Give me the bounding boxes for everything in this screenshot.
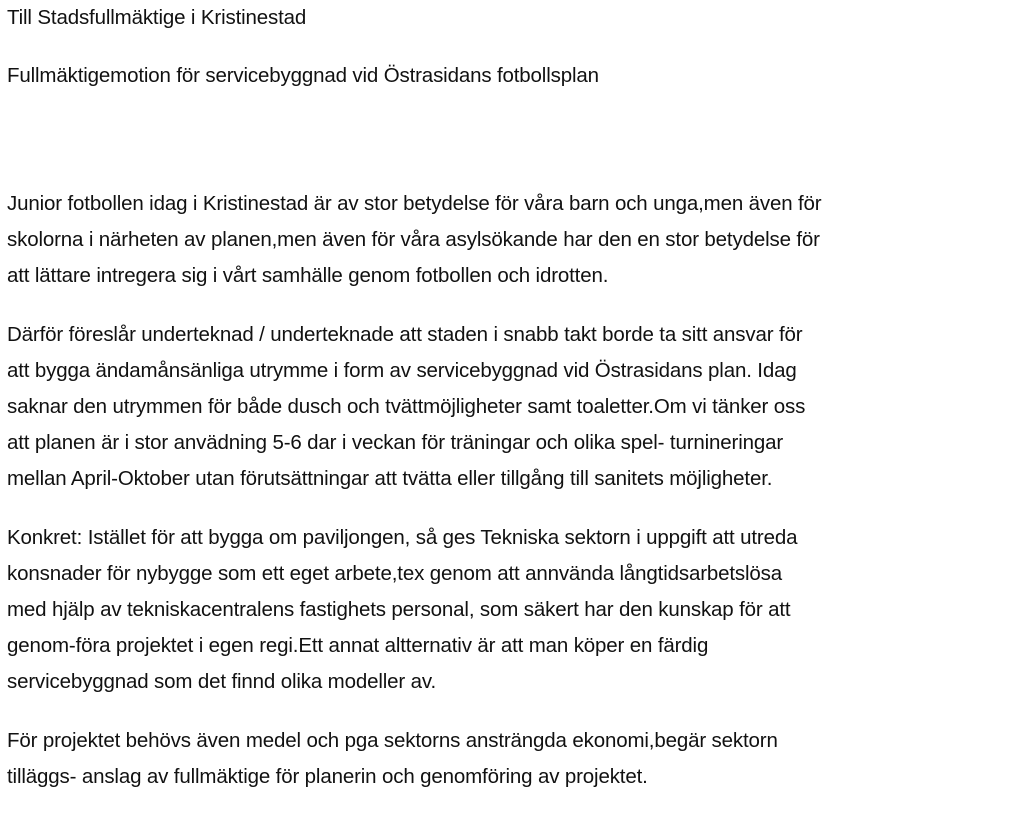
text-line: konsnader för nybygge som ett eget arbete,tex genom att annvända långtidsarbetslösa: [7, 562, 783, 585]
text-line: servicebyggnad som det finnd olika modeller av.: [7, 670, 436, 693]
text-line: att planen är i stor anvädning 5-6 dar i veckan för träningar och olika spel- turnineringar: [7, 431, 784, 454]
text-line: att lättare intregera sig i vårt samhälle genom fotbollen och idrotten.: [7, 264, 609, 287]
motion-body: [7, 186, 822, 818]
text-line: För projektet behövs även medel och pga sektorns ansträngda ekonomi,begär sektorn: [7, 729, 778, 752]
text-line: mellan April-Oktober utan förutsättningar att tvätta eller tillgång till sanitets möjligheter.: [7, 467, 773, 490]
text-line: Konkret: Istället för att bygga om paviljongen, så ges Tekniska sektorn i uppgift att utreda: [7, 526, 798, 549]
addressee-line: Till Stadsfullmäktige i Kristinestad: [7, 6, 307, 29]
text-line: tilläggs- anslag av fullmäktige för planerin och genomföring av projektet.: [7, 765, 648, 788]
paragraph-2: [7, 317, 822, 497]
text-line: Därför föreslår underteknad / underteknade att staden i snabb takt borde ta sitt ansvar för: [7, 323, 803, 346]
paragraph-3: [7, 520, 822, 700]
text-line: genom-föra projektet i egen regi.Ett annat altternativ är att man köper en färdig: [7, 634, 709, 657]
text-line: med hjälp av tekniskacentralens fastighets personal, som säkert har den kunskap för att: [7, 598, 791, 621]
text-line: skolorna i närheten av planen,men även för våra asylsökande har den en stor betydelse för: [7, 228, 820, 251]
paragraph-4: [7, 723, 822, 795]
paragraph-1: [7, 186, 822, 294]
text-line: Junior fotbollen idag i Kristinestad är av stor betydelse för våra barn och unga,men även för: [7, 192, 822, 215]
text-line: saknar den utrymmen för både dusch och tvättmöjligheter samt toaletter.Om vi tänker oss: [7, 395, 806, 418]
text-line: att bygga ändamånsänliga utrymme i form av servicebyggnad vid Östrasidans plan. Idag: [7, 359, 797, 382]
motion-subject: Fullmäktigemotion för servicebyggnad vid Östrasidans fotbollsplan: [7, 64, 599, 87]
